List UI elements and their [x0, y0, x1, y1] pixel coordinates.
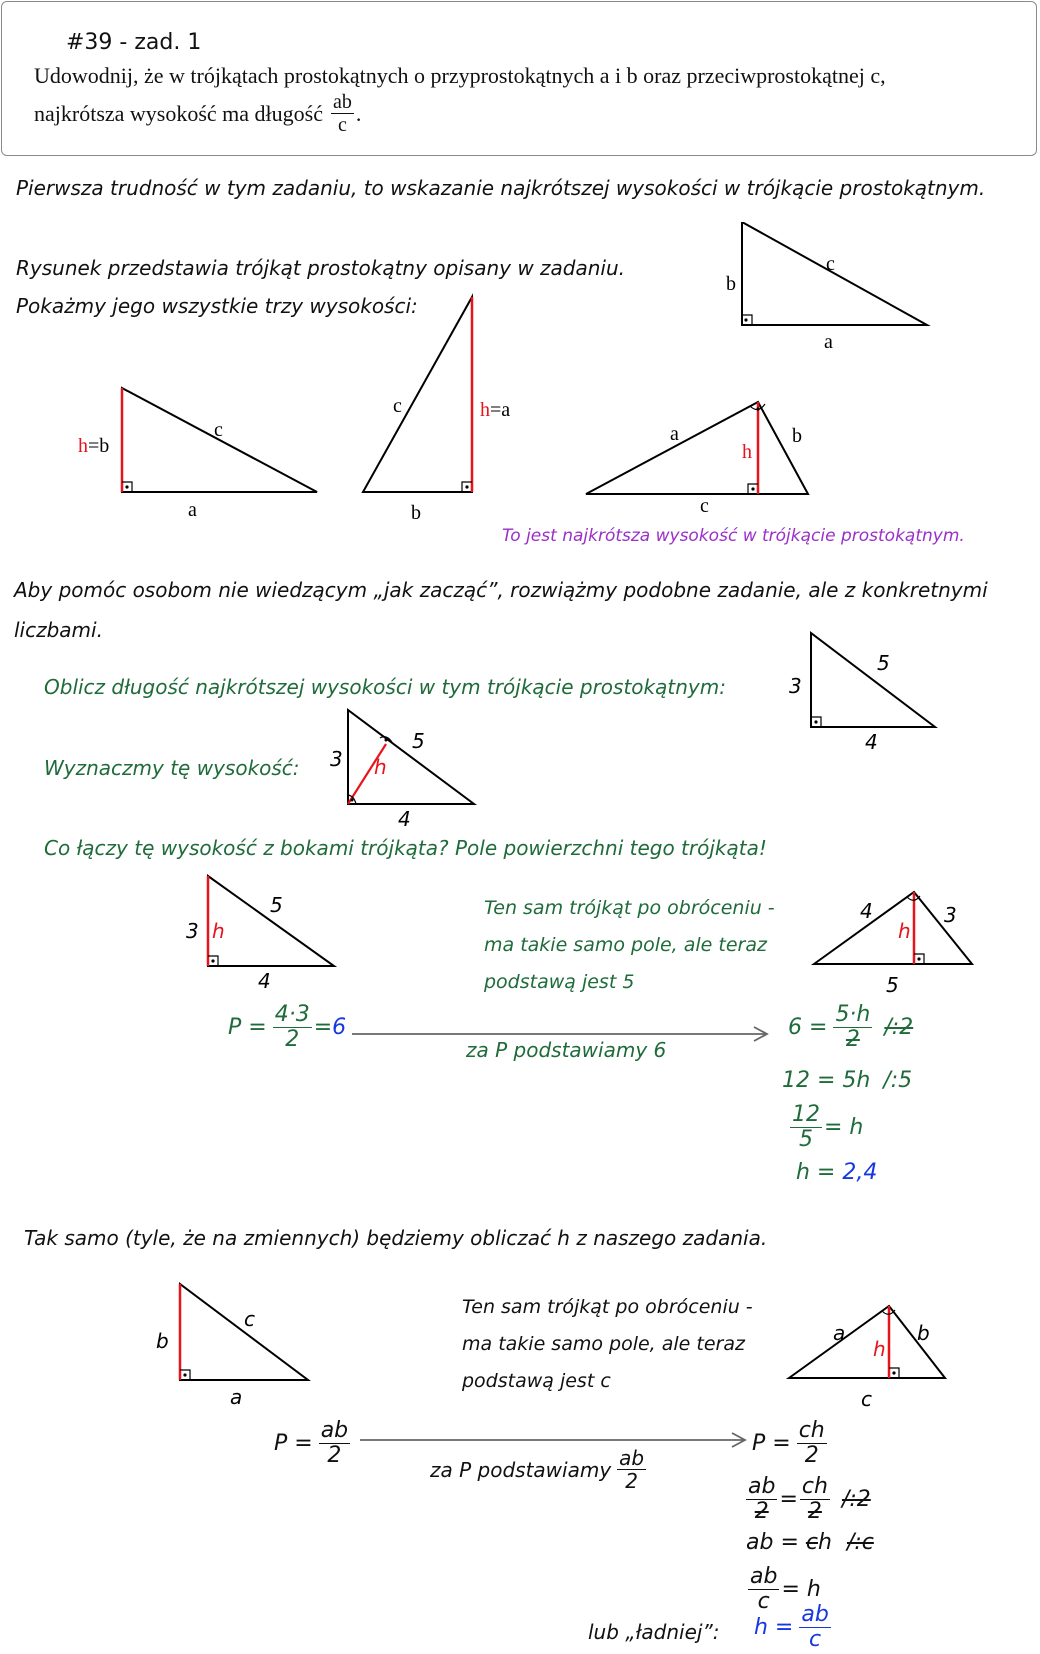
step2-right-fraction [800, 1476, 830, 1523]
substitution-text: za P podstawiamy 6 [466, 1038, 667, 1062]
general-area-formula [274, 1420, 352, 1467]
step2-left-num: ab [748, 1474, 776, 1499]
general-step2 [744, 1476, 871, 1523]
example-eq4 [796, 1160, 877, 1185]
side-label-b: b [726, 273, 736, 295]
general-rotation-line3: podstawą jest c [462, 1370, 611, 1392]
final-fraction [799, 1604, 830, 1651]
intro-paragraph-2: Rysunek przedstawia trójkąt prostokątny opisany w zadaniu. [16, 256, 626, 280]
height-label: h=b [78, 435, 110, 457]
step3-left: ab = [746, 1530, 799, 1555]
task-statement-suffix: . [355, 100, 362, 126]
step2-right-num: ch [801, 1474, 828, 1499]
eq3-right: = h [824, 1115, 864, 1140]
eq4-value: 2,4 [842, 1160, 878, 1185]
eq1-den: 2 [845, 1027, 860, 1052]
eq3-den: 5 [799, 1127, 813, 1152]
intro-paragraph-3: Pokażmy jego wszystkie trzy wysokości: [16, 294, 418, 318]
side-label-a: a [230, 1385, 243, 1409]
triangle-shape [811, 633, 935, 727]
example-paragraph-2: liczbami. [14, 618, 103, 642]
task-fraction-num: ab [333, 91, 352, 113]
task-statement-line1: Udowodnij, że w trójkątach prostokątnych o przyprostokątnych a i b oraz przeciwprostokątnej c, [34, 63, 886, 88]
right-angle-dot-top [756, 407, 759, 410]
step4-right: = h [781, 1577, 821, 1602]
final-den: c [809, 1627, 822, 1652]
eq1-fraction [833, 1004, 872, 1051]
side-label-b: b [411, 502, 421, 524]
general-area-den: 2 [327, 1443, 342, 1468]
general-substitution-den: 2 [625, 1469, 639, 1493]
general-substitution-fraction [617, 1448, 646, 1491]
height-label: h [742, 441, 752, 463]
general-area-label: P = [274, 1431, 313, 1456]
side-label-c: c [826, 253, 835, 275]
general-substitution-num: ab [619, 1446, 645, 1470]
general-substitution-text [430, 1448, 648, 1491]
side-label-a: a [188, 499, 197, 520]
side-label-b: b [917, 1321, 930, 1345]
right-angle-dot [183, 1373, 186, 1376]
side-label-4: 4 [860, 899, 873, 923]
general-area-num: ab [320, 1418, 349, 1443]
right-angle-dot-base [917, 957, 920, 960]
height-label: h [873, 1337, 886, 1361]
step3-operation: /:c [846, 1530, 874, 1555]
step4-den: c [757, 1589, 770, 1614]
triangle-345-reference [785, 625, 945, 753]
area-equals: = [313, 1015, 333, 1040]
side-label-c: c [700, 495, 709, 516]
eq2-operation: /:5 [883, 1068, 913, 1093]
eq1-num: 5·h [835, 1002, 871, 1027]
task-number: #39 - zad. 1 [66, 30, 202, 55]
step1-num: ch [798, 1418, 825, 1443]
step1-left: P = [752, 1431, 791, 1456]
general-substitution-arrow [358, 1430, 758, 1450]
area-label: P = [228, 1015, 267, 1040]
side-label-3: 3 [789, 674, 802, 698]
example-paragraph-1: Aby pomóc osobom nie wiedzącym „jak zacząć”, rozwiążmy podobne zadanie, ale z konkretnymi [14, 578, 988, 602]
example-rotation-line1: Ten sam trójkąt po obróceniu - [484, 897, 775, 919]
area-value: 6 [332, 1015, 347, 1040]
height-label: h [374, 755, 387, 779]
example-question: Co łączy tę wysokość z bokami trójkąta? Pole powierzchni tego trójkąta! [44, 836, 767, 860]
height-triangle-2 [355, 292, 525, 524]
task-statement-prefix: najkrótsza wysokość ma długość [34, 100, 323, 126]
side-label-c: c [214, 419, 223, 441]
side-label-3: 3 [330, 747, 343, 771]
eq3-fraction [790, 1104, 822, 1151]
eq4-left: h = [796, 1160, 836, 1185]
example-step1: Wyznaczmy tę wysokość: [44, 756, 300, 780]
intro-paragraph-1: Pierwsza trudność w tym zadaniu, to wskazanie najkrótszej wysokości w trójkącie prostokątnym. [16, 176, 986, 200]
right-angle-dot [125, 485, 128, 488]
side-label-4: 4 [398, 807, 411, 830]
side-label-b: b [156, 1329, 169, 1353]
final-left: h = [754, 1615, 794, 1640]
triangle-shape [348, 710, 474, 804]
example-eq2 [782, 1068, 912, 1093]
triangle-shape [363, 297, 472, 492]
general-rotation-line2: ma takie samo pole, ale teraz [462, 1333, 745, 1355]
side-label-4: 4 [258, 969, 271, 993]
side-label-3: 3 [944, 903, 957, 927]
general-substitution-label: za P podstawiamy [430, 1457, 612, 1482]
task-box [1, 1, 1037, 156]
side-label-5: 5 [412, 729, 425, 753]
general-rotation-line1: Ten sam trójkąt po obróceniu - [462, 1296, 753, 1318]
task-fraction [331, 92, 354, 135]
triangle-abc-reference [720, 222, 950, 357]
height-label: h=a [480, 399, 511, 421]
step2-equals: = [779, 1487, 798, 1512]
triangle-345-area [182, 870, 342, 998]
height-triangle-3 [580, 392, 820, 516]
eq2-text: 12 = 5h [782, 1068, 871, 1093]
height-triangle-1 [72, 380, 322, 520]
side-label-a: a [833, 1321, 846, 1345]
side-label-c: c [244, 1307, 255, 1331]
right-angle-dot [814, 720, 817, 723]
eq1-operation: /:2 [884, 1015, 914, 1040]
area-fraction-den: 2 [285, 1027, 300, 1052]
eq1-left: 6 = [788, 1015, 828, 1040]
right-angle-dot [465, 485, 468, 488]
step3-c: c [805, 1530, 818, 1555]
triangle-shape [208, 876, 334, 966]
right-angle-dot [744, 318, 747, 321]
step1-den: 2 [804, 1443, 819, 1468]
side-label-5: 5 [877, 651, 890, 675]
general-intro: Tak samo (tyle, że na zmiennych) będziemy obliczać h z naszego zadania. [24, 1226, 768, 1250]
triangle-345-with-height [330, 702, 480, 830]
side-label-a: a [670, 423, 679, 445]
side-label-c: c [861, 1387, 872, 1411]
triangle-abc-area [152, 1276, 332, 1412]
general-step1 [752, 1420, 829, 1467]
final-num: ab [801, 1602, 829, 1627]
example-task: Oblicz długość najkrótszej wysokości w tym trójkącie prostokątnym: [44, 675, 726, 699]
side-label-5: 5 [886, 973, 899, 997]
triangle-shape [180, 1284, 308, 1380]
triangle-shape [586, 402, 808, 494]
right-angle-dot-base [892, 1371, 895, 1374]
task-statement-line2 [34, 92, 361, 135]
task-fraction-den: c [338, 114, 347, 136]
side-label-a: a [824, 331, 833, 353]
example-eq3 [788, 1104, 863, 1151]
example-rotation-line2: ma takie samo pole, ale teraz [484, 934, 767, 956]
height-label: h [212, 919, 225, 943]
side-label-5: 5 [270, 893, 283, 917]
step2-operation: /:2 [841, 1487, 871, 1512]
example-eq1 [788, 1004, 913, 1051]
right-angle-dot [211, 959, 214, 962]
step4-num: ab [750, 1564, 778, 1589]
side-label-c: c [393, 395, 402, 417]
shortest-height-note: To jest najkrótsza wysokość w trójkącie prostokątnym. [502, 526, 965, 546]
example-rotation-line3: podstawą jest 5 [484, 971, 635, 993]
step3-h: h [817, 1530, 832, 1555]
step1-fraction [797, 1420, 827, 1467]
right-angle-dot-top [385, 739, 388, 742]
triangle-abc-rotated [785, 1300, 955, 1412]
general-area-fraction [319, 1420, 350, 1467]
area-fraction-num: 4·3 [274, 1002, 310, 1027]
eq3-num: 12 [792, 1102, 820, 1127]
step2-left-fraction [746, 1476, 777, 1523]
side-label-4: 4 [865, 730, 878, 753]
example-area-formula [228, 1004, 346, 1051]
height-label: h [898, 919, 911, 943]
area-fraction [273, 1004, 312, 1051]
side-label-b: b [792, 425, 802, 447]
step2-left-den: 2 [754, 1499, 769, 1524]
final-result [754, 1604, 833, 1651]
general-step3 [746, 1530, 874, 1555]
triangle-345-rotated [810, 888, 980, 998]
side-label-3: 3 [186, 919, 199, 943]
nicer-form-label: lub „ładniej”: [588, 1620, 720, 1644]
right-angle-dot-base [351, 799, 354, 802]
right-angle-dot-base [751, 487, 754, 490]
step2-right-den: 2 [807, 1499, 822, 1524]
